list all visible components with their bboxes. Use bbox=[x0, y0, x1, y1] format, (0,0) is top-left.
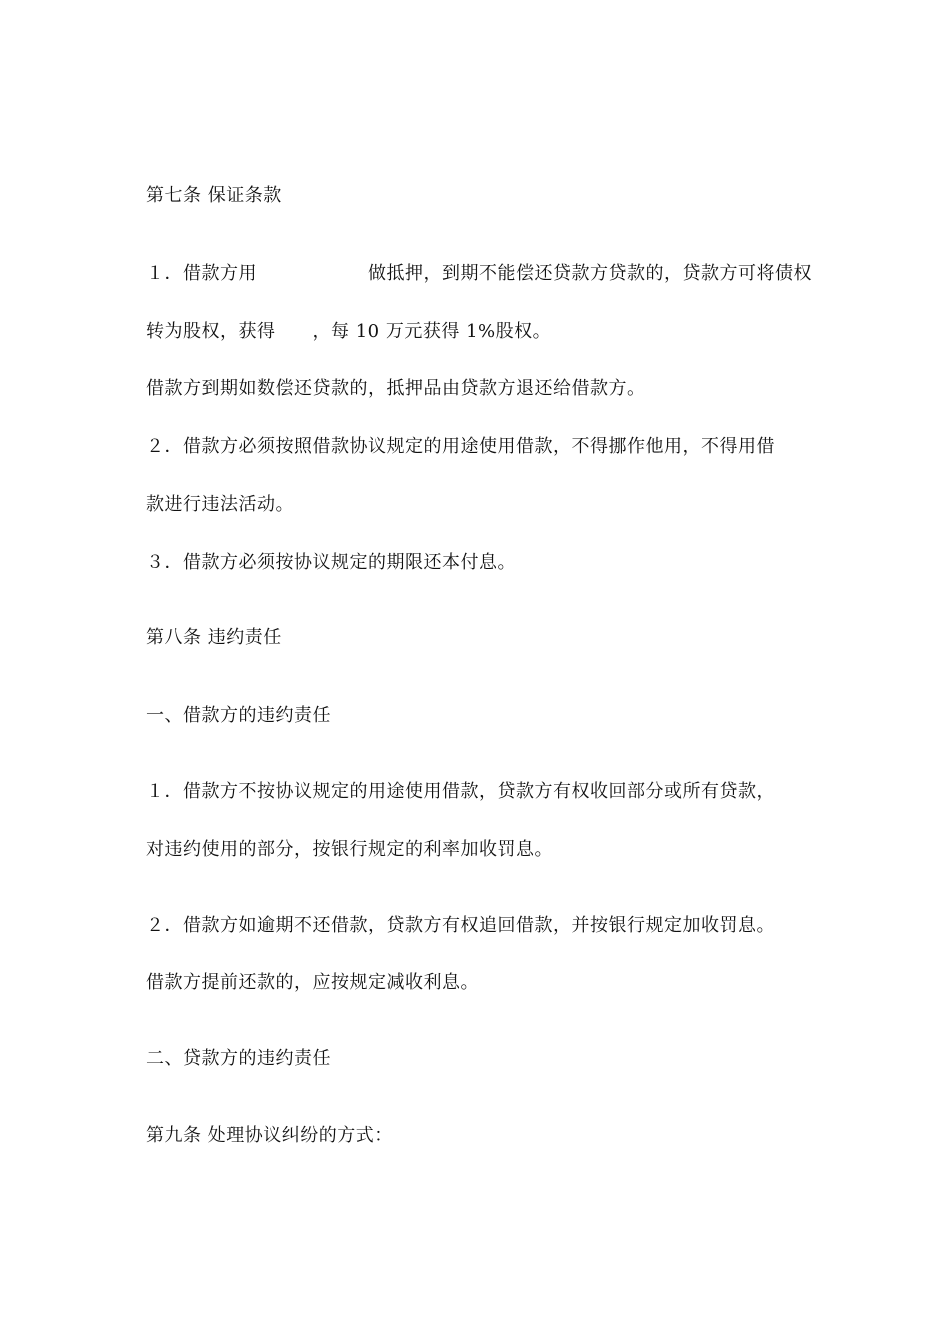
article-8-heading: 第八条 违约责任 bbox=[146, 627, 282, 648]
article-7-clause-1-note: 借款方到期如数偿还贷款的，抵押品由贷款方退还给借款方。 bbox=[146, 378, 646, 399]
article-9-heading: 第九条 处理协议纠纷的方式： bbox=[146, 1125, 393, 1146]
article-7-clause-3: ３．借款方必须按协议规定的期限还本付息。 bbox=[146, 552, 516, 573]
article-7-clause-1: １．借款方用 做抵押，到期不能偿还贷款方贷款的，贷款方可将债权 bbox=[146, 263, 812, 284]
article-7-clause-2-cont: 款进行违法活动。 bbox=[146, 494, 294, 515]
borrower-liability-clause-2: ２．借款方如逾期不还借款，贷款方有权追回借款，并按银行规定加收罚息。 bbox=[146, 915, 775, 936]
article-7-clause-2: ２．借款方必须按照借款协议规定的用途使用借款，不得挪作他用，不得用借 bbox=[146, 436, 775, 457]
lender-liability-heading: 二、贷款方的违约责任 bbox=[146, 1048, 331, 1069]
article-7-clause-1-cont: 转为股权，获得 ，每 10 万元获得 1%股权。 bbox=[146, 321, 552, 342]
article-7-heading: 第七条 保证条款 bbox=[146, 185, 282, 206]
borrower-liability-clause-1: １．借款方不按协议规定的用途使用借款，贷款方有权收回部分或所有贷款， bbox=[146, 781, 775, 802]
borrower-liability-clause-2-cont: 借款方提前还款的，应按规定减收利息。 bbox=[146, 972, 479, 993]
borrower-liability-clause-1-cont: 对违约使用的部分，按银行规定的利率加收罚息。 bbox=[146, 839, 553, 860]
borrower-liability-heading: 一、借款方的违约责任 bbox=[146, 705, 331, 726]
